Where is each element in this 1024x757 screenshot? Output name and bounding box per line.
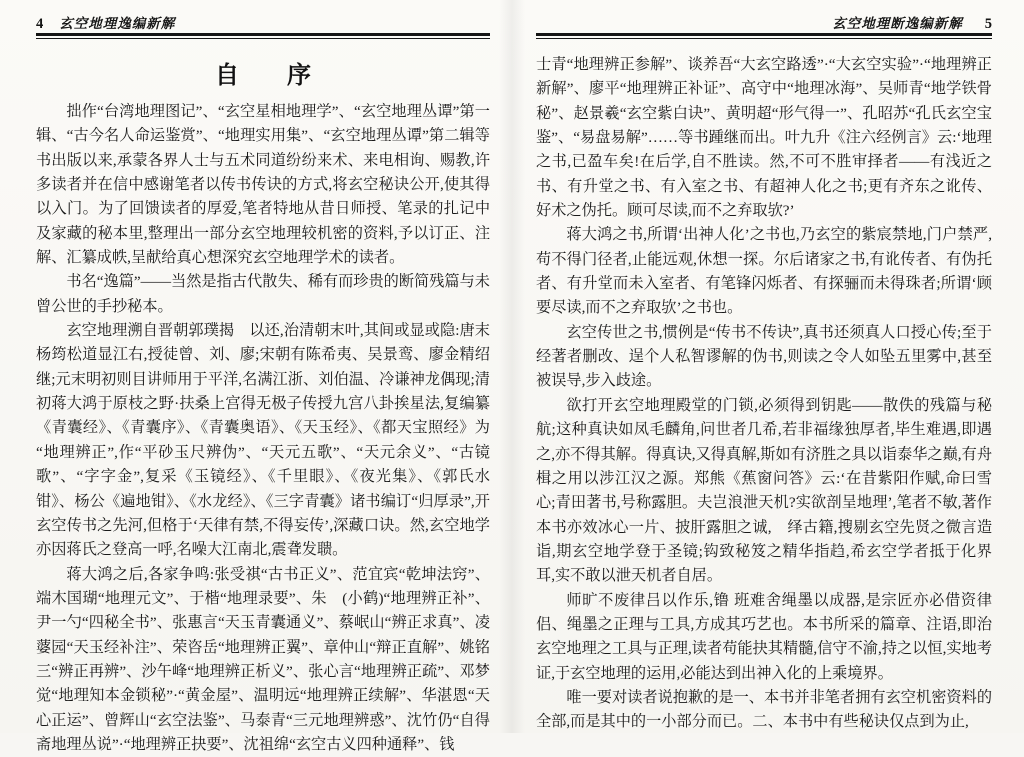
right-header-rule xyxy=(536,33,992,39)
left-running-header xyxy=(36,12,490,30)
right-paragraph-5: 师旷不废律吕以作乐,镥 班难舍绳墨以成器,是宗匠亦必借资律侣、绳墨之正理与工具,方成其巧艺也。本书所采的篇章、注语,即治玄空地理之工具与正理,读者苟能抉其精髓,信守不渝,持之以恒,实地考证,于玄空地理的运用,必能达到出神入化的上乘境界。 xyxy=(536,591,992,682)
right-body-text xyxy=(536,53,992,735)
right-paragraph-2: 蒋大鸿之书,所谓‘出神人化’之书也,乃玄空的紫宸禁地,门户禁严,苟不得门径者,止能远观,休想一探。尔后诸家之书,有讹传者、有伪托者、有升堂而未入室者、有笔锋闪烁者、有探骊而未得珠者;所谓‘顾要尽读,而不之弃取欤’之书也。 xyxy=(536,226,992,317)
right-running-title: 玄空地理断逸编新解 xyxy=(832,16,963,31)
right-paragraph-6: 唯一要对读者说抱歉的是一、本书并非笔者拥有玄空机密资料的全部,而是其中的一小部分而已。二、本书中有些秘诀仅点到为止, xyxy=(536,688,992,731)
left-paragraph-1: 拙作“台湾地理图记”、“玄空星相地理学”、“玄空地理丛谭”第一辑、“古今名人命运鉴赏”、“地理实用集”、“玄空地理丛谭”第二辑等书出版以来,承蒙各界人士与五术同道纷纷来术、来电相询、赐教,许多读者并在信中感谢笔者以传书传诀的方式,将玄空秘诀公开,使其得以入门。为了回馈读者的厚爱,笔者特地从昔日师授、笔录的扎记中及家藏的秘本里,整理出一部分玄空地理较机密的资料,予以订正、注解、汇纂成帙,呈献给真心想深究玄空地理学术的读者。 xyxy=(36,103,490,267)
left-paragraph-4: 蒋大鸿之后,各家争鸣:张受祺“古书正义”、范宜宾“乾坤法窍”、端木国瑚“地理元文”、于楷“地理录要”、朱 (小鹤)“地理辨正补”、尹一勺“四秘全书”、张惠言“天玉青囊通义”、蔡岷山“辨正求真”、凌蔢园“天玉经补注”、荣咨岳“地理辨正翼”、章仲山“辩正直解”、姚铭三“辨正再辨”、沙午峰“地理辨正析义”、张心言“地理辨正疏”、邓梦觉“地理知本金锁秘”·“黄金屋”、温明远“地理辨正续解”、华湛恩“天心正运”、曾辉山“玄空法鉴”、马泰青“三元地理辨惑”、沈竹仍“自得斋地理丛说”·“地理辨正抉要”、沈祖绵“玄空古义四种通释”、钱 xyxy=(36,565,490,753)
left-body-text xyxy=(36,100,490,757)
right-running-header xyxy=(536,12,992,30)
left-page-number: 4 xyxy=(36,16,44,32)
right-page xyxy=(512,0,1024,733)
right-paragraph-3: 玄空传世之书,惯例是“传书不传诀”,真书还须真人口授心传;至于经著者删改、逞个人私智谬解的伪书,则读之令人如坠五里雾中,甚至被误导,步入歧途。 xyxy=(536,323,992,390)
right-paragraph-1: 士青“地理辨正参解”、谈养吾“大玄空路透”·“大玄空实验”·“地理辨正新解”、廖平“地理辨正补证”、高守中“地理冰海”、吴师青“地学铁骨秘”、赵景羲“玄空紫白诀”、黄明超“形气得一”、孔昭苏“孔氏玄空宝鉴”、“易盘易解”……等书踵继而出。叶九升《注六经例言》云:‘地理之书,已盈车矣!在后学,自不胜读。然,不可不胜审择者——有浅近之书、有升堂之书、有入室之书、有超神人化之书;更有齐东之讹传、好术之伪托。顾可尽读,而不之弃取欤?’ xyxy=(536,56,992,220)
left-paragraph-2: 书名“逸篇”——当然是指古代散失、稀有而珍贵的断简残篇与未曾公世的手抄秘本。 xyxy=(36,273,490,315)
left-header-rule xyxy=(36,33,490,39)
left-page xyxy=(0,0,512,753)
left-running-title: 玄空地理逸编新解 xyxy=(59,16,176,31)
right-paragraph-4: 欲打开玄空地理殿堂的门锁,必须得到钥匙——散佚的残篇与秘航;这种真诀如凤毛麟角,问世者几希,若非福缘独厚者,毕生难遇,即遇之,亦不得其解。得真诀,又得真解,斯如有济胜之具以诣泰华之巅,有舟楫之用以涉江汉之源。郑熊《蕉窗问答》云:‘在昔紫阳作赋,命曰雪心;青田著书,号称露胆。夫岂浪泄天机?实欲剖呈地理’,笔者不敏,著作本书亦效冰心一片、披肝露胆之诚, 绎古籍,搜剔玄空先贤之微言造诣,期玄空地学登于圣镜;钩致秘笈之精华指趋,希玄空学者抵于化界耳,实不敢以泄天机者自居。 xyxy=(536,396,992,585)
preface-title: 自 序 xyxy=(215,63,311,89)
left-paragraph-3: 玄空地理溯自晋朝郭璞揭 以还,治清朝末叶,其间或显或隐:唐末杨筠松道显江右,授徒曾、刘、廖;宋朝有陈希夷、吴景鸾、廖金精绍继;元末明初则目讲师用于平洋,名满江浙、刘伯温、冷谦神龙偶现;清初蒋大鸿于原枝之野·扶桑上宫得无极子传授九宫八卦挨星法,复编纂《青囊经》、《青囊序》、《青囊奥语》、《天玉经》、《都天宝照经》为“地理辨正”,作“平砂玉尺辨伪”、“天元五歌”、“天元余义”、“古镜歌”、“字字金”,复采《玉镜经》、《千里眼》、《夜光集》、《郭氏水钳》、杨公《遍地钳》、《水龙经》、《三字青囊》诸书编订“归厚录”,开玄空传书之先河,但格于‘天律有禁,不得妄传’,深藏口诀。然,玄空地学亦因蒋氏之登高一呼,名噪大江南北,震聋发聩。 xyxy=(36,322,490,559)
right-page-number: 5 xyxy=(984,16,992,32)
